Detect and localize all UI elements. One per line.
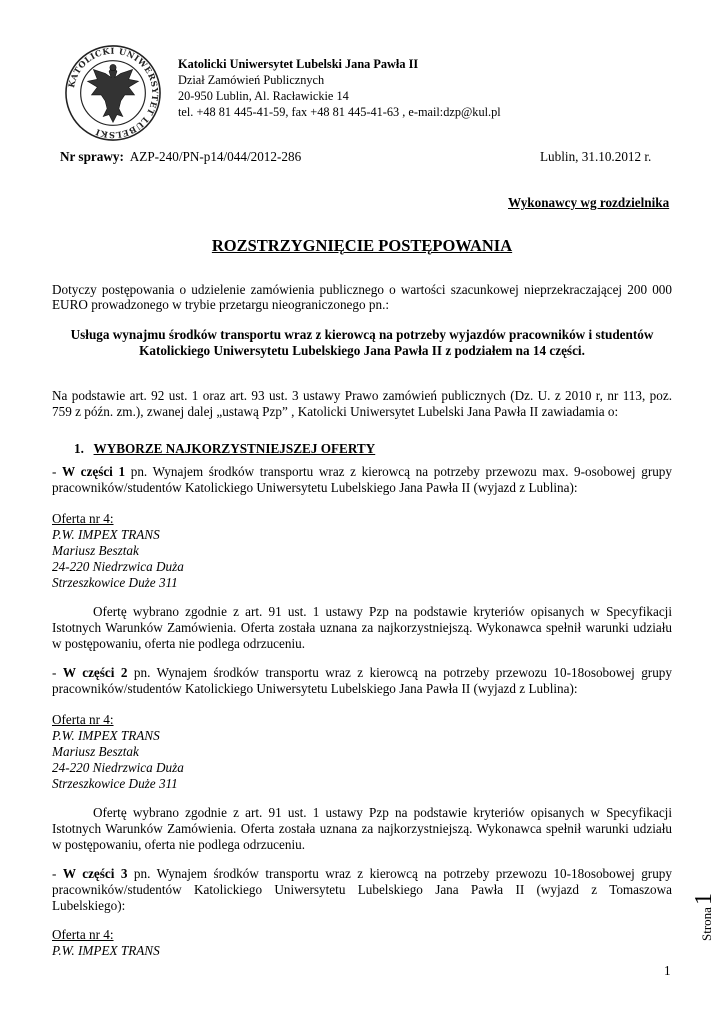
strona-number: 1 — [691, 893, 717, 906]
page-margin-label — [690, 838, 720, 948]
part-1-desc-line-1: - W części 1 pn. Wynajem środków transportu wraz z kierowcą na potrzeby przewozu max. 9-osobowej grupy — [52, 464, 672, 479]
part-3-company: P.W. IMPEX TRANS — [52, 943, 160, 958]
strona-word: Strona — [699, 907, 714, 941]
section-number: 1. — [74, 441, 84, 456]
part-1-justification-line-2: Istotnych Warunków Zamówienia. Oferta została uznana za najkorzystniejszą. Wykonawca spełnił warunki udziału — [52, 620, 672, 635]
part-3-desc-line-2: pracowników/studentów Katolickiego Uniwersytetu Lubelskiego Jana Pawła II (wyjazd z Tomaszowa — [52, 882, 672, 897]
part-2-offer-label: Oferta nr 4: — [52, 712, 114, 727]
part-3-desc-line-1: - W części 3 pn. Wynajem środków transportu wraz z kierowcą na potrzeby przewozu 10-18osobowej grupy — [52, 866, 672, 881]
subject-line-1: Usługa wynajmu środków transportu wraz z kierowcą na potrzeby wyjazdów pracowników i studentów — [70, 327, 654, 342]
part-1-offer-label: Oferta nr 4: — [52, 511, 114, 526]
university-seal-logo — [64, 44, 162, 142]
part-1-company: P.W. IMPEX TRANS — [52, 527, 160, 542]
part-2-desc-line-1: - W części 2 pn. Wynajem środków transportu wraz z kierowcą na potrzeby przewozu 10-18osobowej grupy — [52, 665, 672, 680]
intro-line-1: Dotyczy postępowania o udzielenie zamówienia publicznego o wartości szacunkowej nieprzekraczającej 200 000 — [52, 282, 672, 297]
part-2-desc-line-2: pracowników/studentów Katolickiego Uniwersytetu Lubelskiego Jana Pawła II (wyjazd z Lublina): — [52, 681, 578, 696]
case-number-label: Nr sprawy: — [60, 149, 124, 164]
part-2-company: P.W. IMPEX TRANS — [52, 728, 160, 743]
subject-line-2: Katolickiego Uniwersytetu Lubelskiego Jana Pawła II z podziałem na 14 części. — [139, 343, 585, 358]
part-1-desc-line-2: pracowników/studentów Katolickiego Uniwersytetu Lubelskiego Jana Pawła II (wyjazd z Lublina): — [52, 480, 578, 495]
case-number: AZP-240/PN-p14/044/2012-286 — [129, 149, 302, 164]
strona-vertical — [691, 841, 717, 941]
part-1-city: 24-220 Niedrzwica Duża — [52, 559, 184, 574]
part-2-justification-line-3: w postępowaniu, oferta nie podlega odrzuceniu. — [52, 837, 306, 852]
part-2-label: W części 2 — [62, 665, 128, 680]
part-1-justification-line-3: w postępowaniu, oferta nie podlega odrzuceniu. — [52, 636, 306, 651]
part-1-person: Mariusz Besztak — [52, 543, 139, 558]
section-heading — [74, 440, 375, 457]
address: 20-950 Lublin, Al. Racławickie 14 — [178, 89, 349, 103]
part-2-street: Strzeszkowice Duże 311 — [52, 776, 178, 791]
part-1-label: W części 1 — [62, 464, 126, 479]
basis-line-2: 759 z późn. zm.), zwanej dalej „ustawą Pzp” , Katolicki Uniwersytet Lubelski Jana Pawła II zawiadamia o: — [52, 404, 619, 419]
part-1-street: Strzeszkowice Duże 311 — [52, 575, 178, 590]
section-title: WYBORZE NAJKORZYSTNIEJSZEJ OFERTY — [93, 441, 376, 456]
part-2-city: 24-220 Niedrzwica Duża — [52, 760, 184, 775]
university-name: Katolicki Uniwersytet Lubelski Jana Pawła II — [178, 57, 419, 71]
case-number-line — [60, 148, 301, 165]
addressee: Wykonawcy wg rozdzielnika — [508, 195, 670, 210]
part-2-justification-line-1: Ofertę wybrano zgodnie z art. 91 ust. 1 ustawy Pzp na podstawie kryteriów opisanych w Specyfikacji — [93, 805, 672, 820]
department-name: Dział Zamówień Publicznych — [178, 73, 325, 87]
basis-line-1: Na podstawie art. 92 ust. 1 oraz art. 93 ust. 3 ustawy Prawo zamówień publicznych (Dz. U. z 2010 r, nr 113, poz. — [52, 388, 672, 403]
part-3-desc-line-3: Lubelskiego): — [52, 898, 126, 913]
part-1-justification-line-1: Ofertę wybrano zgodnie z art. 91 ust. 1 ustawy Pzp na podstawie kryteriów opisanych w Specyfikacji — [93, 604, 672, 619]
page-title: ROZSTRZYGNIĘCIE POSTĘPOWANIA — [211, 236, 513, 255]
part-2-justification-line-2: Istotnych Warunków Zamówienia. Oferta została uznana za najkorzystniejszą. Wykonawca spełnił warunki udziału — [52, 821, 672, 836]
intro-line-2: EURO prowadzonego w trybie przetargu nieograniczonego pn.: — [52, 297, 390, 312]
svg-text:KATOLICKI UNIWERSYTET LUBELSKI: KATOLICKI UNIWERSYTET LUBELSKI — [66, 45, 161, 141]
place-date: Lublin, 31.10.2012 r. — [540, 149, 652, 164]
part-2-person: Mariusz Besztak — [52, 744, 139, 759]
page-number: 1 — [664, 963, 671, 978]
part-3-offer-label: Oferta nr 4: — [52, 927, 114, 942]
part-3-label: W części 3 — [62, 866, 128, 881]
contact-info: tel. +48 81 445-41-59, fax +48 81 445-41-63 , e-mail:dzp@kul.pl — [178, 105, 501, 119]
